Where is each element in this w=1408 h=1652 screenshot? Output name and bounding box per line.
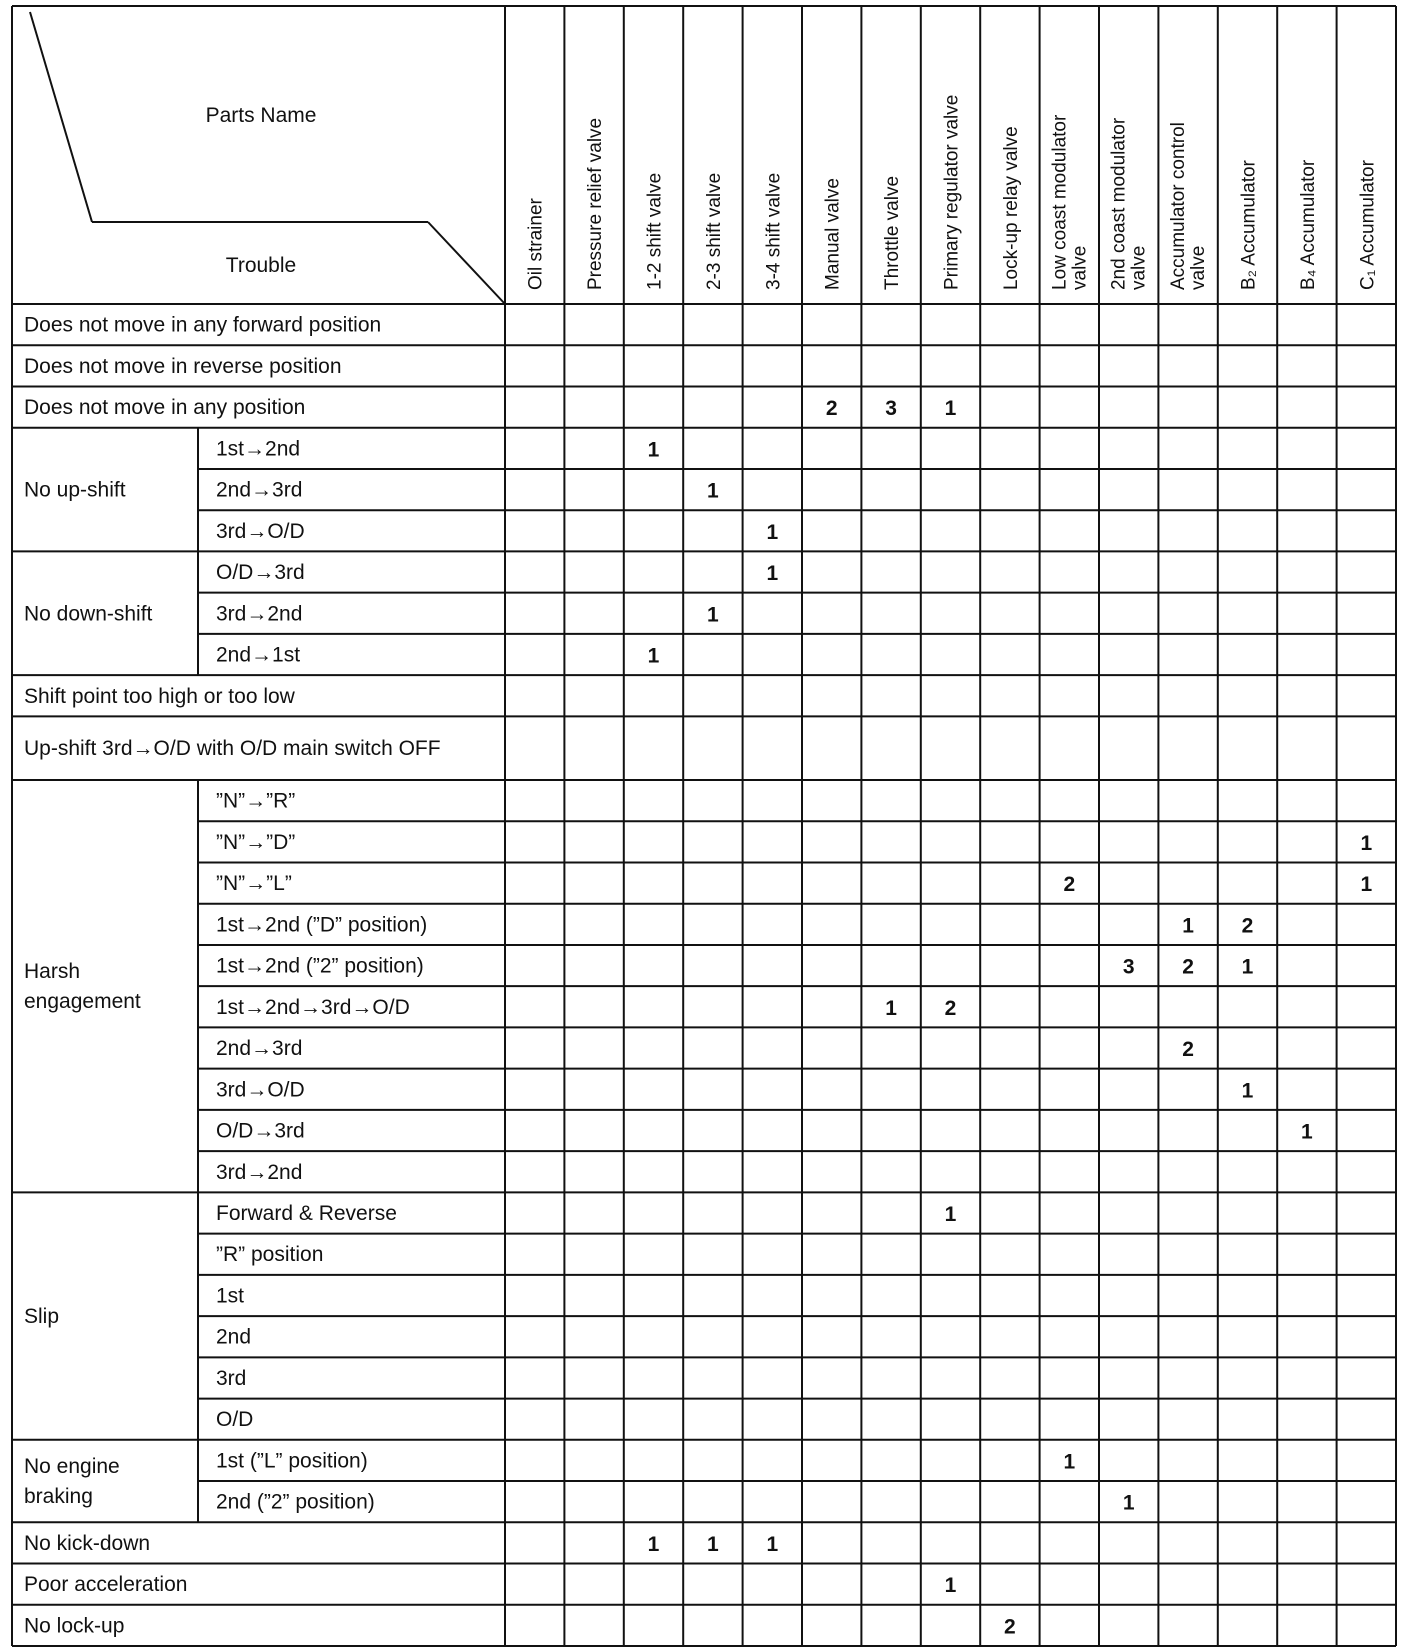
cell-value: 1	[647, 1532, 660, 1556]
column-header: Pressure relief valve	[585, 117, 607, 290]
cell-value: 1	[944, 397, 957, 421]
cell-value: 1	[1122, 1491, 1135, 1515]
column-header: 2nd coast modulator	[1108, 117, 1130, 290]
corner-diagonal-right	[428, 222, 505, 304]
column-header: Throttle valve	[882, 175, 904, 290]
row-sub-label: 1st	[216, 1284, 245, 1308]
cell-value: 1	[1241, 1079, 1254, 1103]
cell-value: 1	[1360, 831, 1373, 855]
column-header: Manual valve	[822, 178, 844, 290]
row-sub-label: ”R” position	[216, 1243, 324, 1267]
cell-value: 2	[1004, 1615, 1016, 1639]
row-sub-label: ”N”→”R”	[216, 789, 296, 813]
row-sub-label: 1st→2nd→3rd→O/D	[216, 995, 410, 1019]
cell-value: 1	[885, 996, 897, 1020]
row-sub-label: 2nd→3rd	[216, 1037, 303, 1061]
row-group-label: No kick-down	[24, 1531, 151, 1555]
row-group-label: Does not move in reverse position	[24, 354, 342, 378]
column-header: 1-2 shift valve	[644, 172, 666, 290]
column-header: valve	[1069, 245, 1091, 290]
cell-value: 1	[1301, 1120, 1313, 1144]
row-sub-label: 1st (”L” position)	[216, 1449, 368, 1473]
cell-value: 1	[647, 438, 660, 462]
cell-value: 1	[1360, 873, 1373, 897]
column-header: valve	[1188, 245, 1210, 290]
row-group-label: braking	[24, 1485, 93, 1509]
row-group-label: Poor acceleration	[24, 1573, 188, 1597]
cell-value: 2	[825, 397, 838, 421]
row-sub-label: O/D→3rd	[216, 1119, 305, 1143]
cell-value: 3	[885, 397, 897, 421]
corner-diagonal-left	[30, 12, 92, 222]
cell-value: 1	[766, 562, 779, 586]
row-group-label: Harsh	[24, 960, 81, 984]
column-header: valve	[1128, 245, 1150, 290]
column-header: Low coast modulator	[1049, 114, 1071, 290]
column-header: C₁ Accumulator	[1357, 160, 1379, 290]
column-header: B₂ Accumulator	[1238, 160, 1260, 290]
corner-parts-name-label: Parts Name	[205, 104, 317, 127]
row-group-label: engagement	[24, 990, 141, 1014]
cell-value: 3	[1122, 955, 1135, 979]
cell-value: 2	[1063, 873, 1076, 897]
row-sub-label: 3rd→2nd	[216, 1160, 303, 1184]
row-group-label: No up-shift	[24, 478, 126, 502]
row-sub-label: 3rd→O/D	[216, 1078, 305, 1102]
row-sub-label: ”N”→”L”	[216, 872, 292, 896]
row-sub-label: 1st→2nd (”2” position)	[216, 954, 424, 978]
cell-value: 1	[1182, 914, 1194, 938]
row-group-label: Slip	[24, 1305, 60, 1329]
row-group-label: No down-shift	[24, 602, 153, 626]
row-group-label: No engine	[24, 1455, 120, 1479]
row-sub-label: 3rd	[216, 1366, 247, 1390]
row-group-label: No lock-up	[24, 1614, 125, 1638]
row-group-label: Up-shift 3rd→O/D with O/D main switch OFF	[24, 737, 441, 761]
column-header: B₄ Accumulator	[1297, 159, 1319, 290]
cell-value: 2	[1182, 1038, 1194, 1062]
row-sub-label: ”N”→”D”	[216, 830, 296, 854]
row-sub-label: 1st→2nd	[216, 437, 301, 461]
row-sub-label: Forward & Reverse	[216, 1201, 397, 1225]
row-group-label: Does not move in any position	[24, 396, 306, 420]
row-sub-label: 2nd→1st	[216, 643, 301, 667]
row-sub-label: O/D	[216, 1408, 254, 1432]
cell-value: 1	[944, 1202, 957, 1226]
column-header: 3-4 shift valve	[763, 172, 785, 290]
column-header: Lock-up relay valve	[1000, 126, 1022, 290]
column-header: 2-3 shift valve	[703, 172, 725, 290]
row-sub-label: 2nd	[216, 1325, 252, 1349]
column-header: Accumulator control	[1168, 122, 1190, 290]
cell-value: 1	[1241, 955, 1254, 979]
cell-value: 1	[1063, 1450, 1076, 1474]
cell-value: 2	[1241, 914, 1254, 938]
row-group-label: Shift point too high or too low	[24, 684, 295, 708]
cell-value: 1	[647, 644, 660, 668]
cell-value: 1	[944, 1574, 957, 1598]
row-sub-label: 3rd→O/D	[216, 519, 305, 543]
cell-value: 1	[766, 520, 779, 544]
column-headers	[526, 95, 1379, 290]
cell-value: 2	[1182, 955, 1194, 979]
corner-trouble-label: Trouble	[225, 254, 297, 277]
cell-value: 1	[707, 603, 719, 627]
row-sub-label: 1st→2nd (”D” position)	[216, 913, 428, 937]
column-header: Primary regulator valve	[941, 94, 963, 290]
corner-header	[30, 12, 505, 304]
cell-value: 1	[766, 1532, 779, 1556]
row-sub-label: 2nd (”2” position)	[216, 1490, 375, 1514]
cell-values	[648, 397, 1373, 1638]
cell-value: 2	[944, 996, 957, 1020]
row-sub-label: 2nd→3rd	[216, 478, 303, 502]
row-sub-label: O/D→3rd	[216, 561, 305, 585]
column-header: Oil strainer	[525, 198, 547, 290]
row-sub-label: 3rd→2nd	[216, 602, 303, 626]
row-group-label: Does not move in any forward position	[24, 313, 382, 337]
cell-value: 1	[707, 479, 719, 503]
cell-value: 1	[707, 1532, 719, 1556]
